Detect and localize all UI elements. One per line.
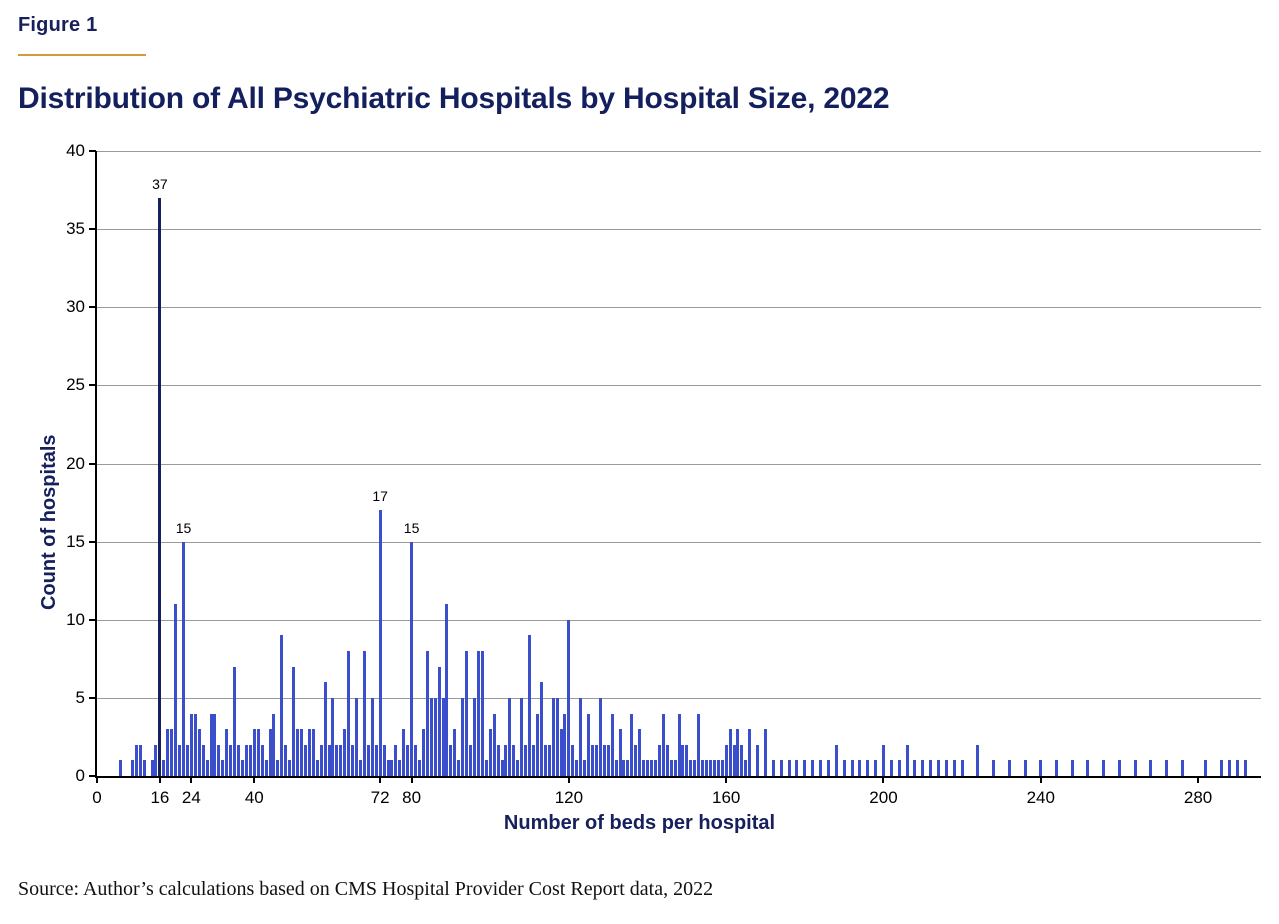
x-axis-tick-mark: [96, 776, 98, 783]
bar: [976, 745, 979, 776]
y-axis-tick-mark: [89, 619, 96, 621]
gridline: [97, 620, 1261, 621]
bar: [154, 745, 157, 776]
bar: [733, 745, 736, 776]
y-axis-tick-label: 15: [66, 531, 85, 551]
bar: [945, 760, 948, 776]
bar: [335, 745, 338, 776]
bar: [217, 745, 220, 776]
bar: [328, 745, 331, 776]
bar: [882, 745, 885, 776]
bar: [465, 651, 468, 776]
x-axis-tick-label: 40: [244, 788, 264, 807]
bar: [803, 760, 806, 776]
bar: [874, 760, 877, 776]
y-axis-tick-mark: [89, 228, 96, 230]
bar: [693, 760, 696, 776]
page-title: Distribution of All Psychiatric Hospitals by Hospital Size, 2022: [18, 82, 890, 115]
bar: [516, 760, 519, 776]
figure-rule: [18, 54, 146, 56]
bar: [265, 760, 268, 776]
bar: [504, 745, 507, 776]
bar: [359, 760, 362, 776]
bar: [371, 698, 374, 776]
bar: [493, 714, 496, 777]
x-axis-tick-label: 120: [554, 788, 584, 807]
bar: [866, 760, 869, 776]
bar: [190, 714, 193, 777]
bar: [213, 714, 216, 777]
bar: [276, 760, 279, 776]
bar: [603, 745, 606, 776]
bar: [198, 729, 201, 776]
bar: [501, 760, 504, 776]
bar: [174, 604, 177, 776]
bar: [383, 745, 386, 776]
bar: [508, 698, 511, 776]
bar: [473, 698, 476, 776]
bar: [1102, 760, 1105, 776]
bar: [717, 760, 720, 776]
y-axis-tick-mark: [89, 541, 96, 543]
bar: [532, 745, 535, 776]
bar: [921, 760, 924, 776]
bar: [1134, 760, 1137, 776]
bar: [426, 651, 429, 776]
bar: [410, 542, 413, 776]
x-axis-tick-mark: [379, 776, 381, 783]
bar: [681, 745, 684, 776]
bar: [587, 714, 590, 777]
y-axis-tick-label: 5: [75, 687, 85, 707]
bar: [725, 745, 728, 776]
x-axis-tick-label: 280: [1183, 788, 1213, 807]
gridline: [97, 542, 1261, 543]
bar: [795, 760, 798, 776]
bar: [300, 729, 303, 776]
bar: [390, 760, 393, 776]
bar: [139, 745, 142, 776]
y-axis-tick-label: 30: [66, 297, 85, 317]
bar: [442, 698, 445, 776]
bar: [646, 760, 649, 776]
bar: [528, 635, 531, 776]
bar: [611, 714, 614, 777]
bar: [819, 760, 822, 776]
x-axis-tick-mark: [253, 776, 255, 783]
bar: [308, 729, 311, 776]
bar: [626, 760, 629, 776]
bar: [449, 745, 452, 776]
bar: [666, 745, 669, 776]
bar: [1086, 760, 1089, 776]
x-axis-tick-label: 72: [370, 788, 390, 807]
bar: [827, 760, 830, 776]
x-axis-tick-label: 80: [402, 788, 422, 807]
bar: [284, 745, 287, 776]
x-axis-tick-label: 240: [1026, 788, 1055, 807]
bar: [304, 745, 307, 776]
bar: [288, 760, 291, 776]
bar-value-label: 15: [175, 519, 192, 536]
x-axis-tick-mark: [1040, 776, 1042, 783]
bar: [898, 760, 901, 776]
x-axis-tick-mark: [411, 776, 413, 783]
bar: [906, 745, 909, 776]
x-axis-tick-label: 160: [712, 788, 741, 807]
bar: [434, 698, 437, 776]
gridline: [97, 307, 1261, 308]
bar: [961, 760, 964, 776]
bar: [548, 745, 551, 776]
bar: [402, 729, 405, 776]
bar: [929, 760, 932, 776]
x-axis-tick-mark: [882, 776, 884, 783]
bar: [430, 698, 433, 776]
chart-container: [0, 140, 1279, 850]
x-axis-tick-label: 200: [869, 788, 898, 807]
bar: [638, 729, 641, 776]
bar: [788, 760, 791, 776]
bar: [257, 729, 260, 776]
x-axis-tick-mark: [568, 776, 570, 783]
bar: [178, 745, 181, 776]
bar: [642, 760, 645, 776]
bar: [607, 745, 610, 776]
bar: [937, 760, 940, 776]
bar: [670, 760, 673, 776]
bar: [194, 714, 197, 777]
bar: [650, 760, 653, 776]
bar: [394, 745, 397, 776]
gridline: [97, 229, 1261, 230]
bar: [713, 760, 716, 776]
y-axis-tick-mark: [89, 306, 96, 308]
bar: [705, 760, 708, 776]
bar: [721, 760, 724, 776]
bar: [202, 745, 205, 776]
bar: [772, 760, 775, 776]
bar: [351, 745, 354, 776]
bar: [890, 760, 893, 776]
bar: [331, 698, 334, 776]
bar-value-label: 37: [152, 175, 168, 192]
bar: [1220, 760, 1223, 776]
bar: [729, 729, 732, 776]
bar: [697, 714, 700, 777]
y-axis-tick-label: 35: [66, 219, 85, 239]
y-axis-title: Count of hospitals: [38, 434, 60, 610]
bar: [1204, 760, 1207, 776]
bar: [835, 745, 838, 776]
x-axis-tick-mark: [159, 776, 161, 783]
bar: [913, 760, 916, 776]
bar: [469, 745, 472, 776]
bar: [489, 729, 492, 776]
bar-value-label: 15: [403, 519, 420, 536]
bar: [186, 745, 189, 776]
y-axis-tick-label: 40: [66, 141, 85, 160]
bar: [540, 682, 543, 776]
bar: [544, 745, 547, 776]
bar: [229, 745, 232, 776]
x-axis-tick-mark: [190, 776, 192, 783]
bar: [1149, 760, 1152, 776]
bar: [1008, 760, 1011, 776]
bar: [1228, 760, 1231, 776]
plot-area: [66, 141, 1261, 807]
y-axis-tick-mark: [89, 775, 96, 777]
bar: [662, 714, 665, 777]
bar: [579, 698, 582, 776]
bar: [438, 667, 441, 776]
x-axis-tick-label: 0: [92, 788, 102, 807]
bar: [245, 745, 248, 776]
bar: [764, 729, 767, 776]
y-axis-tick-mark: [89, 697, 96, 699]
bar: [320, 745, 323, 776]
bar: [1024, 760, 1027, 776]
bar: [272, 714, 275, 777]
bar: [1039, 760, 1042, 776]
bar: [552, 698, 555, 776]
bar: [414, 745, 417, 776]
bar: [595, 745, 598, 776]
y-axis-tick-mark: [89, 384, 96, 386]
bar: [406, 745, 409, 776]
bar: [485, 760, 488, 776]
bar: [363, 651, 366, 776]
bar: [583, 760, 586, 776]
bar: [556, 698, 559, 776]
bar: [261, 745, 264, 776]
bar: [206, 760, 209, 776]
bar: [418, 760, 421, 776]
bar: [221, 760, 224, 776]
bar: [674, 760, 677, 776]
bar: [756, 745, 759, 776]
bar-value-label: 17: [372, 488, 388, 505]
bar: [170, 729, 173, 776]
y-axis-tick-label: 25: [66, 375, 85, 395]
bar: [253, 729, 256, 776]
bar: [567, 620, 570, 776]
bar: [241, 760, 244, 776]
bar: [1055, 760, 1058, 776]
bar: [166, 729, 169, 776]
bar: [387, 760, 390, 776]
bar: [563, 714, 566, 777]
bar: [457, 760, 460, 776]
y-axis-tick-label: 0: [75, 766, 85, 785]
bar: [953, 760, 956, 776]
bar: [615, 760, 618, 776]
bar: [512, 745, 515, 776]
bar: [736, 729, 739, 776]
bar: [296, 729, 299, 776]
bar: [324, 682, 327, 776]
x-axis-tick-label: 16: [150, 788, 170, 807]
bar: [992, 760, 995, 776]
bar: [119, 760, 122, 776]
bar: [375, 745, 378, 776]
bar: [701, 760, 704, 776]
gridline: [97, 385, 1261, 386]
bar: [481, 651, 484, 776]
bar: [249, 745, 252, 776]
bar: [477, 651, 480, 776]
bar: [292, 667, 295, 776]
bar: [343, 729, 346, 776]
bar: [347, 651, 350, 776]
x-axis-title: Number of beds per hospital: [503, 812, 776, 834]
y-axis-tick-label: 10: [66, 609, 85, 629]
bar: [237, 745, 240, 776]
bar: [851, 760, 854, 776]
bar: [379, 510, 382, 776]
bar: [225, 729, 228, 776]
y-axis-tick-label: 20: [66, 453, 85, 473]
bar: [151, 760, 154, 776]
bar: [316, 760, 319, 776]
bar: [497, 745, 500, 776]
bar: [622, 760, 625, 776]
bar: [143, 760, 146, 776]
bar: [461, 698, 464, 776]
bar: [658, 745, 661, 776]
x-axis-tick-mark: [1197, 776, 1199, 783]
bar: [1118, 760, 1121, 776]
figure-label: Figure 1: [18, 14, 98, 36]
x-axis-tick-label: 24: [181, 788, 201, 807]
bar: [367, 745, 370, 776]
bar: [1071, 760, 1074, 776]
gridline: [97, 698, 1261, 699]
bar: [591, 745, 594, 776]
bar: [560, 729, 563, 776]
bar: [422, 729, 425, 776]
bar: [445, 604, 448, 776]
bar: [131, 760, 134, 776]
y-axis-tick-mark: [89, 150, 96, 152]
gridline: [97, 464, 1261, 465]
bar: [210, 714, 213, 777]
bar: [619, 729, 622, 776]
bar: [685, 745, 688, 776]
bar: [312, 729, 315, 776]
bar: [748, 729, 751, 776]
bar: [630, 714, 633, 777]
bar: [744, 760, 747, 776]
bar: [520, 698, 523, 776]
bar: [1244, 760, 1247, 776]
source-note: Source: Author’s calculations based on CMS Hospital Provider Cost Report data, 2022: [18, 878, 714, 900]
bar: [709, 760, 712, 776]
bar: [1181, 760, 1184, 776]
bar: [740, 745, 743, 776]
gridline: [97, 151, 1261, 152]
bar: [355, 698, 358, 776]
bar: [634, 745, 637, 776]
bar: [536, 714, 539, 777]
bar: [182, 542, 185, 776]
bar: [135, 745, 138, 776]
bar: [571, 745, 574, 776]
bar: [269, 729, 272, 776]
bar: [599, 698, 602, 776]
bar: [233, 667, 236, 776]
bar: [453, 729, 456, 776]
y-axis-tick-mark: [89, 463, 96, 465]
bar: [280, 635, 283, 776]
bar: [575, 760, 578, 776]
bar: [811, 760, 814, 776]
bar: [678, 714, 681, 777]
bar: [158, 198, 161, 776]
bar: [162, 760, 165, 776]
bar: [654, 760, 657, 776]
bar: [1165, 760, 1168, 776]
bar: [858, 760, 861, 776]
bar: [843, 760, 846, 776]
bar: [339, 745, 342, 776]
bar: [524, 745, 527, 776]
bar: [1236, 760, 1239, 776]
bar: [780, 760, 783, 776]
bar: [689, 760, 692, 776]
bar: [398, 760, 401, 776]
x-axis-tick-mark: [725, 776, 727, 783]
